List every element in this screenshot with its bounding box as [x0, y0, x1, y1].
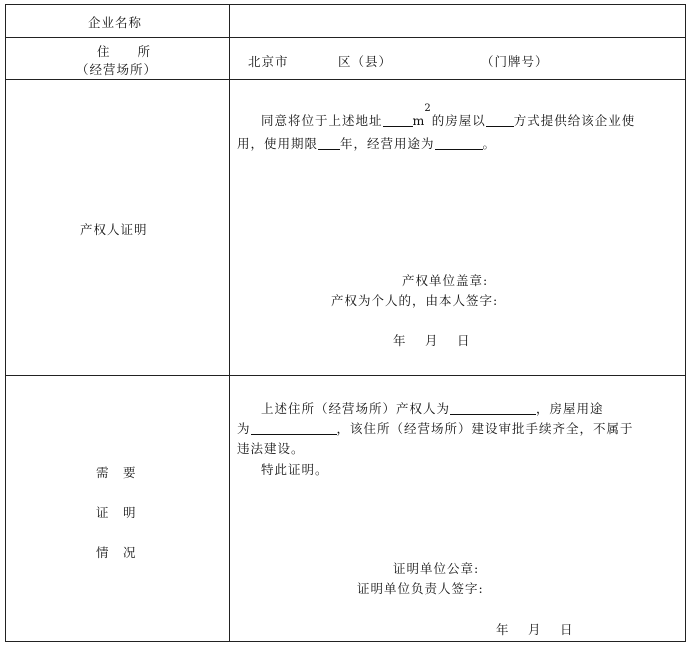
owner-name-blank[interactable]	[450, 402, 536, 415]
situation-line2	[237, 419, 634, 437]
situation-line3: 违法建设。	[237, 441, 305, 456]
usage-blank[interactable]	[435, 137, 483, 150]
owner-date-month: 月	[425, 333, 439, 348]
owner-proof-text-f: 。	[482, 136, 497, 151]
situation-label-2: 证 明	[96, 505, 137, 520]
area-unit: m	[412, 113, 426, 128]
owner-proof-text-d: 用，使用期限	[237, 136, 319, 151]
house-usage-blank[interactable]	[251, 422, 337, 435]
owner-proof-text-c: 方式提供给该企业使	[513, 113, 636, 128]
row-divider-2	[5, 79, 686, 80]
situation-text-a: 上述住所（经营场所）产权人为	[261, 401, 451, 416]
owner-signature-label: 产权为个人的，由本人签字:	[331, 293, 499, 308]
situation-text-b: ，房屋用途	[536, 401, 604, 416]
column-divider	[229, 4, 230, 642]
situation-line1	[261, 399, 604, 417]
certifier-date-day: 日	[560, 622, 574, 637]
enterprise-name-field[interactable]	[231, 6, 683, 36]
certifier-signature-label: 证明单位负责人签字:	[357, 581, 484, 596]
term-blank[interactable]	[318, 137, 340, 150]
owner-proof-label: 产权人证明	[80, 222, 148, 237]
owner-date-day: 日	[457, 333, 471, 348]
situation-text-d: ，该住所（经营场所）建设审批手续齐全，不属于	[336, 421, 634, 436]
owner-date-year: 年	[393, 333, 407, 348]
enterprise-name-label: 企业名称	[88, 15, 143, 30]
owner-proof-text-e: 年，经营用途为	[340, 136, 435, 151]
area-blank[interactable]	[383, 114, 413, 127]
certifier-seal-label: 证明单位公章:	[393, 561, 480, 576]
residence-city: 北京市	[248, 54, 289, 69]
residence-house-number: （门牌号）	[481, 54, 549, 69]
owner-proof-line2	[237, 134, 496, 152]
residence-label-line1: 住 所	[97, 44, 152, 59]
owner-proof-text-a: 同意将位于上述地址	[261, 113, 383, 128]
situation-text-c: 为	[237, 421, 251, 436]
certifier-date-month: 月	[528, 622, 542, 637]
certifier-date-year: 年	[496, 622, 510, 637]
situation-line4: 特此证明。	[261, 462, 329, 477]
owner-proof-line1	[261, 102, 636, 129]
situation-label-3: 情 况	[96, 545, 137, 560]
residence-district: 区（县）	[338, 54, 393, 69]
situation-label-1: 需 要	[96, 465, 137, 480]
row-divider-1	[5, 37, 686, 38]
owner-seal-label: 产权单位盖章:	[402, 273, 489, 288]
method-blank[interactable]	[486, 114, 514, 127]
area-unit-superscript: 2	[424, 102, 432, 114]
row-divider-3	[5, 375, 686, 376]
owner-proof-text-b: 的房屋以	[431, 113, 486, 128]
residence-label-line2: （经营场所）	[76, 62, 158, 77]
